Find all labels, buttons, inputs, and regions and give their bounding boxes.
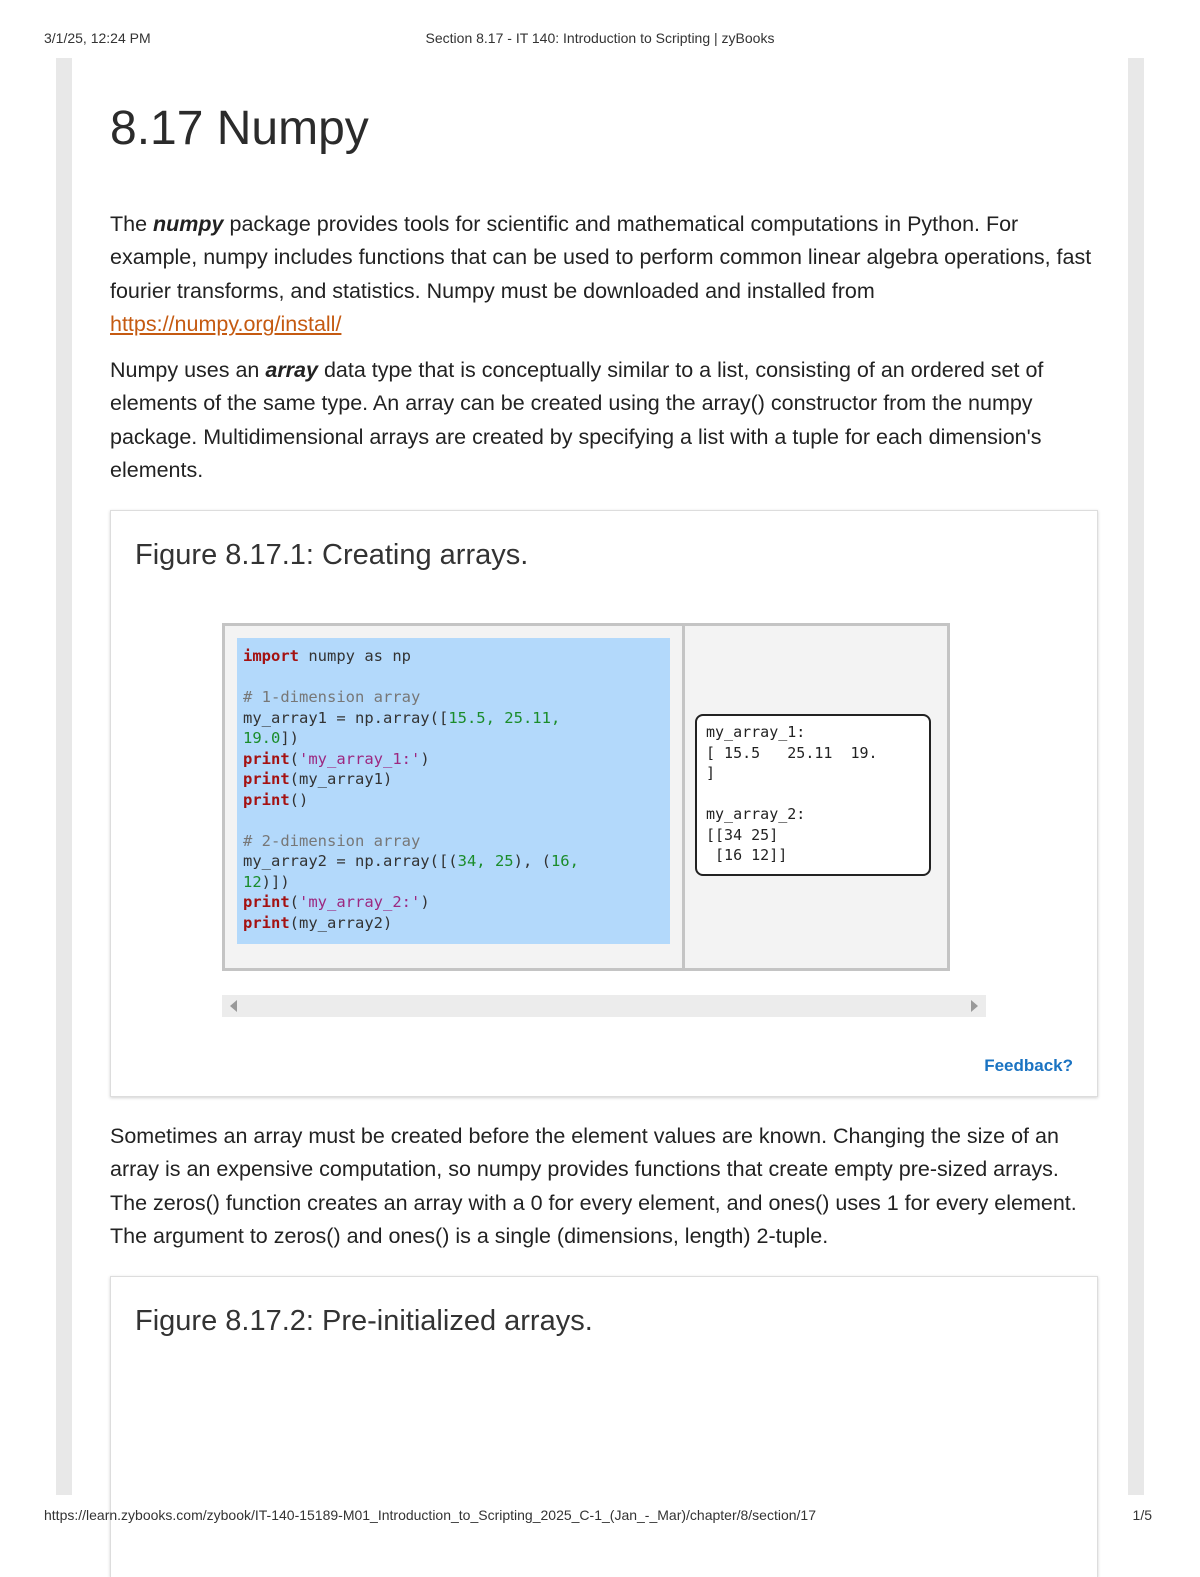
print-url: https://learn.zybooks.com/zybook/IT-140-15189-M01_Introduction_to_Scripting_2025_C-1_(Jan_-_Mar)/chapter/8/section/17 [44, 1507, 816, 1523]
feedback-link[interactable]: Feedback? [984, 1056, 1073, 1075]
intro-paragraph: The numpy package provides tools for scientific and mathematical computations in Python. For example, numpy includes functions that can be used to perform common linear algebra operations, fast fourier transforms, and statistics. Numpy must be downloaded and installed from https://numpy.org/install/ [110, 212, 1092, 336]
code-pane [237, 638, 670, 944]
console-output-text: my_array_1: [ 15.5 25.11 19. ] my_array_2: [[34 25] [16 12]] [706, 723, 878, 864]
figure-creating-arrays [110, 510, 1098, 1097]
code-block: import numpy as np # 1-dimension array my_array1 = np.array([15.5, 25.11, 19.0]) print('my_array_1:') print(my_array1) print() # 2-dimension array my_array2 = np.array([(34, 25), (16, 12)]) print('my_array_2:') print(my_array2) [243, 647, 579, 932]
section-content [110, 100, 1100, 1337]
figure-title: Figure 8.17.1: Creating arrays. [135, 539, 529, 571]
scroll-left-icon[interactable] [230, 1000, 237, 1012]
pane-divider [682, 626, 685, 968]
print-page-title: Section 8.17 - IT 140: Introduction to Scripting | zyBooks [425, 30, 775, 46]
scroll-right-icon[interactable] [971, 1000, 978, 1012]
right-page-rail [1128, 58, 1144, 1495]
horizontal-scrollbar[interactable] [222, 995, 986, 1017]
numpy-install-link[interactable]: https://numpy.org/install/ [110, 311, 342, 336]
figure-title: Figure 8.17.2: Pre-initialized arrays. [135, 1305, 593, 1337]
keyword-numpy: numpy [153, 212, 224, 236]
left-page-rail [56, 58, 72, 1495]
print-page-number: 1/5 [1132, 1507, 1152, 1523]
keyword-array: array [265, 358, 318, 382]
section-title: 8.17 Numpy [110, 102, 369, 155]
figure-preinitialized-arrays [110, 1276, 1098, 1577]
console-output [695, 714, 931, 876]
code-example-panel [222, 623, 950, 971]
array-paragraph: Numpy uses an array data type that is conceptually similar to a list, consisting of an ordered set of elements of the same type. An array can be created using the array() constructor from the numpy package. Multidimensional arrays are created by specifying a list with a tuple for each dimension's elements. [110, 358, 1044, 482]
print-date: 3/1/25, 12:24 PM [44, 30, 151, 46]
preinit-paragraph: Sometimes an array must be created before the element values are known. Changing the size of an array is an expensive computation, so numpy provides functions that create empty pre-sized arrays. The zeros() function creates an array with a 0 for every element, and ones() uses 1 for every element. The argument to zeros() and ones() is a single (dimensions, length) 2-tuple. [110, 1124, 1077, 1248]
